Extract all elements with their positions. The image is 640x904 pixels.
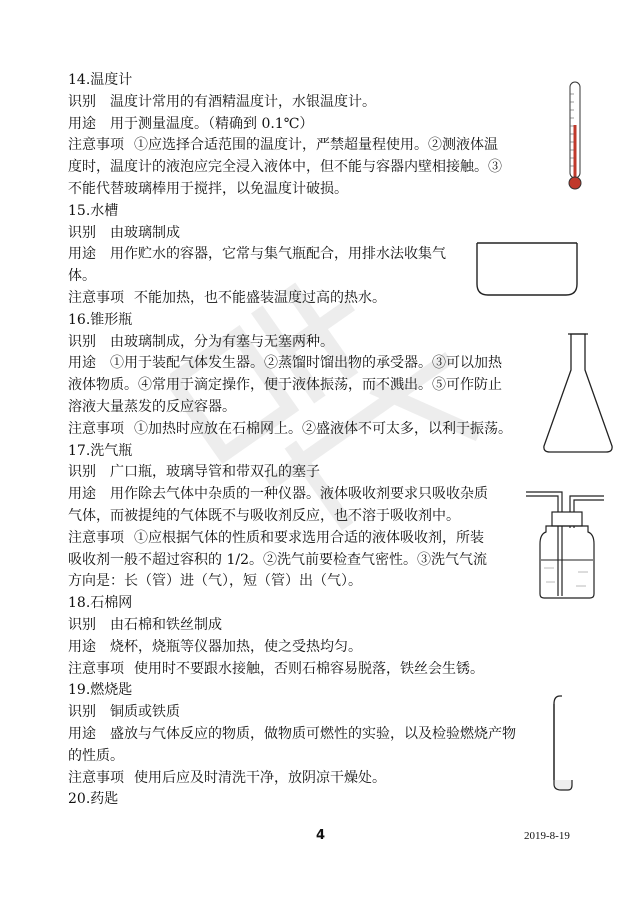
text-line: [68, 419, 536, 441]
field-label: 注意事项: [68, 289, 124, 306]
field-text: 广口瓶，玻璃导管和带双孔的塞子: [110, 464, 320, 481]
text-line: [68, 528, 536, 550]
field-text: ①用于装配气体发生器。②蒸馏时馏出物的承受器。③可以加热: [110, 355, 502, 372]
field-text: ①加热时应放在石棉网上。②盛液体不可太多，以利于振荡。: [134, 420, 512, 437]
section-heading: 16.锥形瓶: [68, 311, 133, 328]
conical-flask-illustration: [540, 330, 616, 456]
document-body: [68, 70, 536, 811]
field-label: 注意事项: [68, 529, 124, 546]
field-label: 用途: [68, 246, 96, 263]
field-label: 注意事项: [68, 660, 124, 677]
field-text: 的性质。: [68, 747, 124, 764]
field-label: 识别: [68, 464, 96, 481]
text-line: [68, 702, 536, 724]
text-line: [68, 637, 536, 659]
text-line: [68, 484, 536, 506]
field-text: 不能加热，也不能盛装温度过高的热水。: [134, 289, 386, 306]
text-line: [68, 179, 536, 201]
field-text: 烧杯，烧瓶等仪器加热，使之受热均匀。: [110, 638, 362, 655]
field-text: 盛放与气体反应的物质，做物质可燃性的实验，以及检验燃烧产物: [110, 725, 516, 742]
section-heading: 14.温度计: [68, 72, 133, 88]
field-label: 用途: [68, 115, 96, 132]
text-line: [68, 288, 536, 310]
field-text: 方向是：长（管）进（气），短（管）出（气）。: [68, 573, 362, 590]
section-heading: 15.水槽: [68, 202, 119, 219]
text-line: [68, 353, 536, 375]
field-label: 用途: [68, 638, 96, 655]
field-label: 识别: [68, 616, 96, 633]
text-line: [68, 768, 536, 790]
field-text: 用作除去气体中杂质的一种仪器。液体吸收剂要求只吸收杂质: [110, 486, 488, 503]
field-label: 用途: [68, 725, 96, 742]
combustion-spoon-illustration: [548, 694, 578, 794]
field-text: 气体，而被提纯的气体既不与吸收剂反应，也不溶于吸收剂中。: [68, 507, 460, 524]
text-line: [68, 724, 536, 746]
text-line: [68, 397, 536, 419]
field-text: 温度计常用的有酒精温度计，水银温度计。: [110, 93, 376, 110]
text-line: [68, 659, 536, 681]
field-text: 铜质或铁质: [110, 704, 180, 721]
field-label: 用途: [68, 486, 96, 503]
section-heading: 18.石棉网: [68, 595, 133, 612]
field-text: 溶液大量蒸发的反应容器。: [68, 398, 236, 415]
field-text: 不能代替玻璃棒用于搅拌，以免温度计破损。: [68, 180, 348, 197]
text-line: [68, 332, 536, 354]
section-heading: 19.燃烧匙: [68, 682, 133, 699]
text-line: [68, 462, 536, 484]
field-text: 由石棉和铁丝制成: [110, 616, 222, 633]
field-label: 注意事项: [68, 769, 124, 786]
field-text: ①应选择合适范围的温度计，严禁超量程使用。②测液体温: [134, 137, 498, 154]
field-label: 识别: [68, 93, 96, 110]
field-text: 由玻璃制成，分为有塞与无塞两种。: [110, 333, 334, 350]
text-line: [68, 506, 536, 528]
field-label: 识别: [68, 704, 96, 721]
field-label: 注意事项: [68, 137, 124, 154]
page-number: 4: [316, 828, 326, 843]
field-text: 吸收剂一般不超过容积的 1/2。②洗气前要检查气密性。③洗气气流: [68, 551, 487, 568]
field-text: 使用后应及时清洗干净，放阴凉干燥处。: [134, 769, 386, 786]
gas-washing-bottle-illustration: [522, 488, 608, 600]
field-text: 液体物质。④常用于滴定操作，便于液体振荡，而不溅出。⑤可作防止: [68, 377, 502, 394]
text-line: [68, 375, 536, 397]
text-line: [68, 571, 536, 593]
field-text: 使用时不要跟水接触，否则石棉容易脱落，铁丝会生锈。: [134, 660, 484, 677]
footer-date: 2019-8-19: [524, 830, 570, 842]
text-line: [68, 244, 536, 266]
field-text: 度时，温度计的液泡应完全浸入液体中，但不能与容器内壁相接触。③: [68, 159, 502, 176]
field-text: 体。: [68, 268, 96, 285]
text-line: [68, 157, 536, 179]
field-label: 识别: [68, 224, 96, 241]
text-line: [68, 92, 536, 114]
text-line: [68, 615, 536, 637]
field-text: ①应根据气体的性质和要求选用合适的液体吸收剂，所装: [134, 529, 484, 546]
text-line: [68, 114, 536, 136]
section-heading: 20.药匙: [68, 791, 119, 808]
section-heading: 17.洗气瓶: [68, 442, 133, 459]
field-text: 由玻璃制成: [110, 224, 180, 241]
field-label: 识别: [68, 333, 96, 350]
field-label: 用途: [68, 355, 96, 372]
text-line: [68, 266, 536, 288]
text-line: [68, 135, 536, 157]
field-text: 用于测量温度。（精确到 0.1℃）: [110, 115, 314, 132]
text-line: [68, 746, 536, 768]
text-line: [68, 223, 536, 245]
field-text: 用作贮水的容器，它常与集气瓶配合，用排水法收集气: [110, 246, 446, 263]
water-trough-illustration: [474, 240, 580, 298]
field-label: 注意事项: [68, 420, 124, 437]
thermometer-illustration: [566, 80, 584, 192]
text-line: [68, 550, 536, 572]
